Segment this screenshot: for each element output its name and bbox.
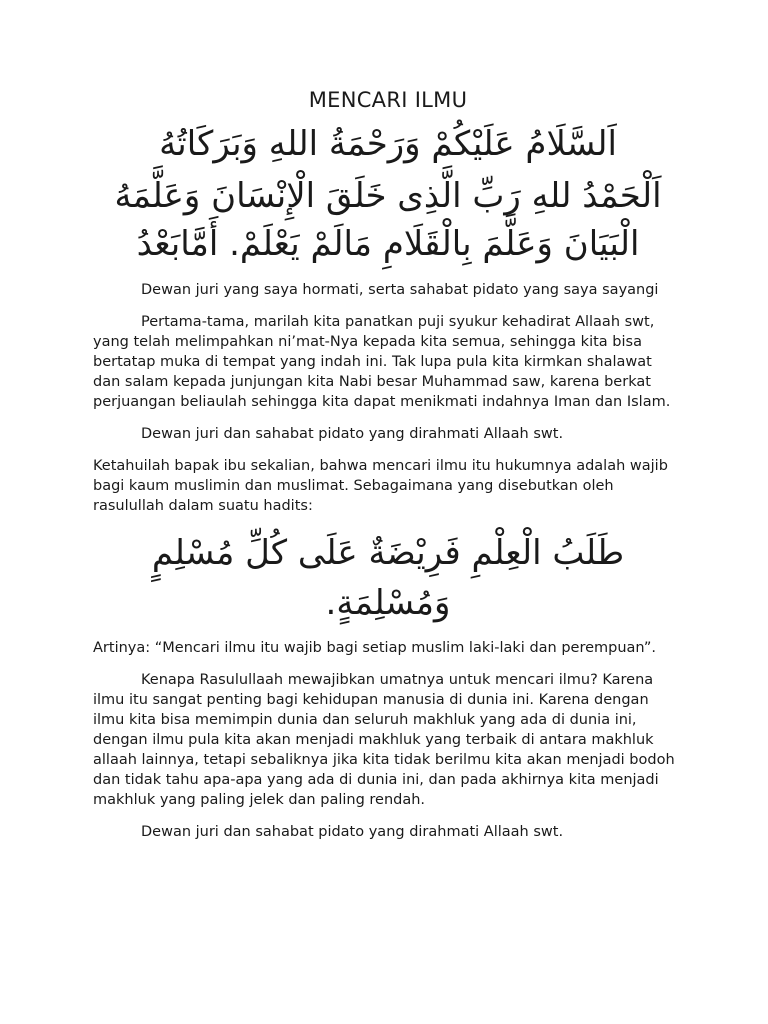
paragraph-hadith-intro: Ketahuilah bapak ibu sekalian, bahwa mencari ilmu itu hukumnya adalah wajib bagi kaum muslimin dan muslimat. Sebagaimana yang disebutkan oleh rasulullah dalam suatu hadits: [93,458,668,514]
paragraph-opening-praise: Pertama-tama, marilah kita panatkan puji syukur kehadirat Allaah swt, yang telah melimpahkan ni’mat-Nya kepada kita semua, sehingga kita bisa bertatap muka di tempat yang indah ini. Tak lupa pula kita kirmkan shalawat dan salam kepada junjungan kita Nabi besar Muhammad saw, karena berkat perjuangan beliaulah sehingga kita dapat menikmati indahnya Iman dan Islam. [93,314,671,410]
document-page [93,88,683,854]
paragraph-address-1: Dewan juri dan sahabat pidato yang dirahmati Allaah swt. [141,426,564,442]
paragraph-explanation: Kenapa Rasulullaah mewajibkan umatnya untuk mencari ilmu? Karena ilmu itu sangat penting bagi kehidupan manusia di dunia ini. Karena dengan ilmu kita bisa memimpin dunia dan seluruh makhluk yang ada di dunia ini, dengan ilmu pula kita akan menjadi makhluk yang terbaik di antara makhluk allaah lainnya, tetapi sebaliknya jika kita tidak berilmu kita akan menjadi bodoh dan tidak tahu apa-apa yang ada di dunia ini, dan pada akhirnya kita menjadi makhluk yang paling jelek dan paling rendah. [93,672,675,808]
arabic-greeting: اَلسَّلَامُ عَلَيْكُمْ وَرَحْمَةُ اللهِ وَبَرَكَاتُهُ [159,124,617,164]
arabic-hadith: طَلَبُ الْعِلْمِ فَرِيْضَةٌ عَلَى كُلِّ مُسْلِمٍ وَمُسْلِمَةٍ. [151,533,625,623]
arabic-opening: اَلْحَمْدُ للهِ رَبِّ الَّذِى خَلَقَ الْإِنْسَانَ وَعَلَّمَهُ الْبَيَانَ وَعَلَّمَ بِالْقَلَامِ مَالَمْ يَعْلَمْ. أَمَّابَعْدُ [114,176,662,264]
paragraph-address-2: Dewan juri dan sahabat pidato yang dirahmati Allaah swt. [141,824,564,840]
paragraph-hadith-meaning: Artinya: “Mencari ilmu itu wajib bagi setiap muslim laki-laki dan perempuan”. [93,640,656,656]
paragraph-salutation: Dewan juri yang saya hormati, serta sahabat pidato yang saya sayangi [141,282,659,298]
document-title: MENCARI ILMU [308,88,468,112]
